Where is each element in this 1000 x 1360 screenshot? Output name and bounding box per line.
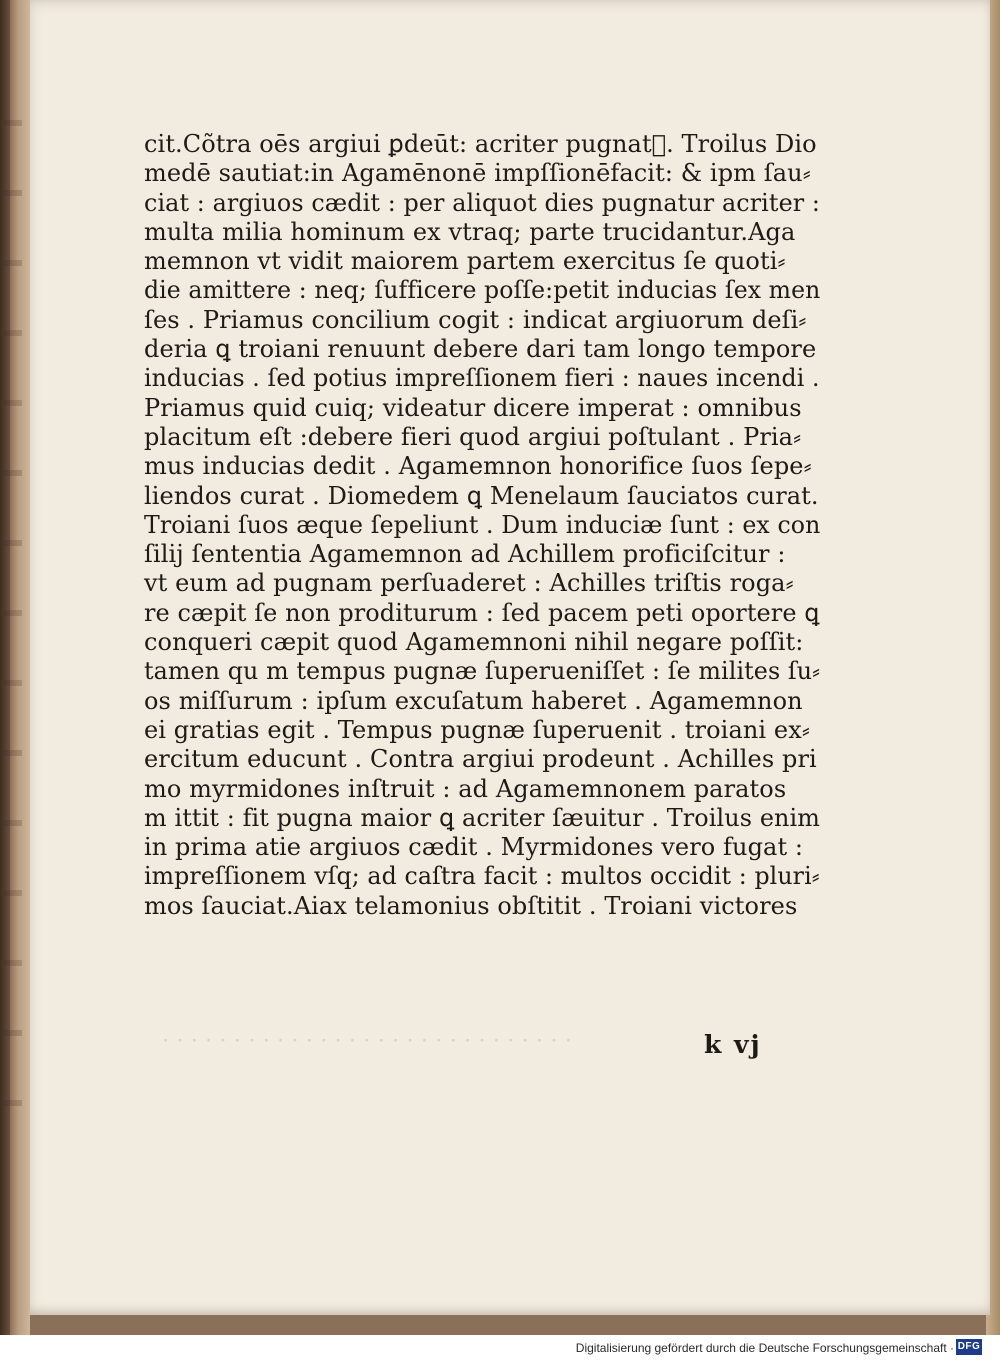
- show-through-text: . . . . . . . . . . . . . . . . . . . . . . . . . . . . .: [162, 1033, 573, 1058]
- text-line: inducias . ſed potius impreſſionem fieri : naues incendi .: [144, 364, 820, 393]
- text-line: mus inducias dedit . Agamemnon honorifice ſuos ſepe⸗: [144, 452, 812, 481]
- text-line: m ittit : fit pugna maior ꝗ acriter ſæuitur . Troilus enim: [144, 803, 821, 832]
- text-line: placitum eſt :debere fieri quod argiui poſtulant . Pria⸗: [144, 422, 802, 451]
- text-line: vt eum ad pugnam perſuaderet : Achilles triſtis roga⸗: [144, 569, 794, 598]
- text-line: tamen qu m tempus pugnæ ſuperueniſſet : ſe milites ſu⸗: [144, 657, 821, 686]
- text-line: deria ꝗ troiani renuunt debere dari tam longo tempore: [144, 335, 817, 364]
- binding-marks: [4, 120, 22, 1120]
- text-line: mos ſauciat.Aiax telamonius obſtitit . Troiani victores: [144, 891, 798, 920]
- text-line: impreſſionem vſq; ad caſtra facit : multos occidit : pluri⸗: [144, 862, 820, 891]
- dfg-logo-icon: DFG: [956, 1339, 982, 1355]
- text-line: ciat : argiuos cædit : per aliquot dies pugnatur acriter :: [144, 188, 821, 217]
- text-line: conqueri cæpit quod Agamemnoni nihil negare poſſit:: [144, 628, 804, 657]
- text-line: multa milia hominum ex vtraq; parte trucidantur.Aga: [144, 217, 796, 246]
- text-line: ercitum educunt . Contra argiui prodeunt . Achilles pri: [144, 745, 817, 774]
- text-line: in prima atie argiuos cædit . Myrmidones vero fugat :: [144, 833, 804, 862]
- text-line: memnon vt vidit maiorem partem exercitus ſe quoti⸗: [144, 247, 786, 276]
- text-line: ſes . Priamus concilium cogit : indicat argiuorum deſi⸗: [144, 305, 807, 334]
- signature-mark: k vj: [704, 1030, 762, 1059]
- text-line: re cæpit ſe non proditurum : ſed pacem peti oportere ꝗ: [144, 598, 820, 627]
- book-binding: [0, 0, 30, 1335]
- text-line: die amittere : neq; ſufficere poſſe:petit inducias ſex men: [144, 276, 821, 305]
- text-line: medē sautiat:in Agamēnonē impſſionēfacit: & ipm ſau⸗: [144, 159, 811, 188]
- text-line: cit.Cõtra oēs argiui ꝑdeūt: acriter pugnatᷓ. Troilus Dio: [144, 130, 817, 158]
- text-line: ſilij ſententia Agamemnon ad Achillem proficiſcitur :: [144, 540, 786, 569]
- text-line: mo myrmidones inſtruit : ad Agamemnonem paratos: [144, 774, 787, 803]
- book-page: [22, 0, 992, 1315]
- text-line: ei gratias egit . Tempus pugnæ ſuperuenit . troiani ex⸗: [144, 715, 810, 744]
- funding-credit: Digitalisierung gefördert durch die Deutsche Forschungsgemeinschaft ·: [575, 1341, 954, 1355]
- text-line: Troiani ſuos æque ſepeliunt . Dum induciæ ſunt : ex con: [144, 510, 821, 539]
- text-line: os miſſurum : ipſum excuſatum haberet . Agamemnon: [144, 686, 803, 715]
- text-line: liendos curat . Diomedem ꝗ Menelaum ſauciatos curat.: [144, 481, 819, 510]
- text-line: Priamus quid cuiq; videatur dicere imperat : omnibus: [144, 393, 802, 422]
- page-text-block: [144, 130, 820, 921]
